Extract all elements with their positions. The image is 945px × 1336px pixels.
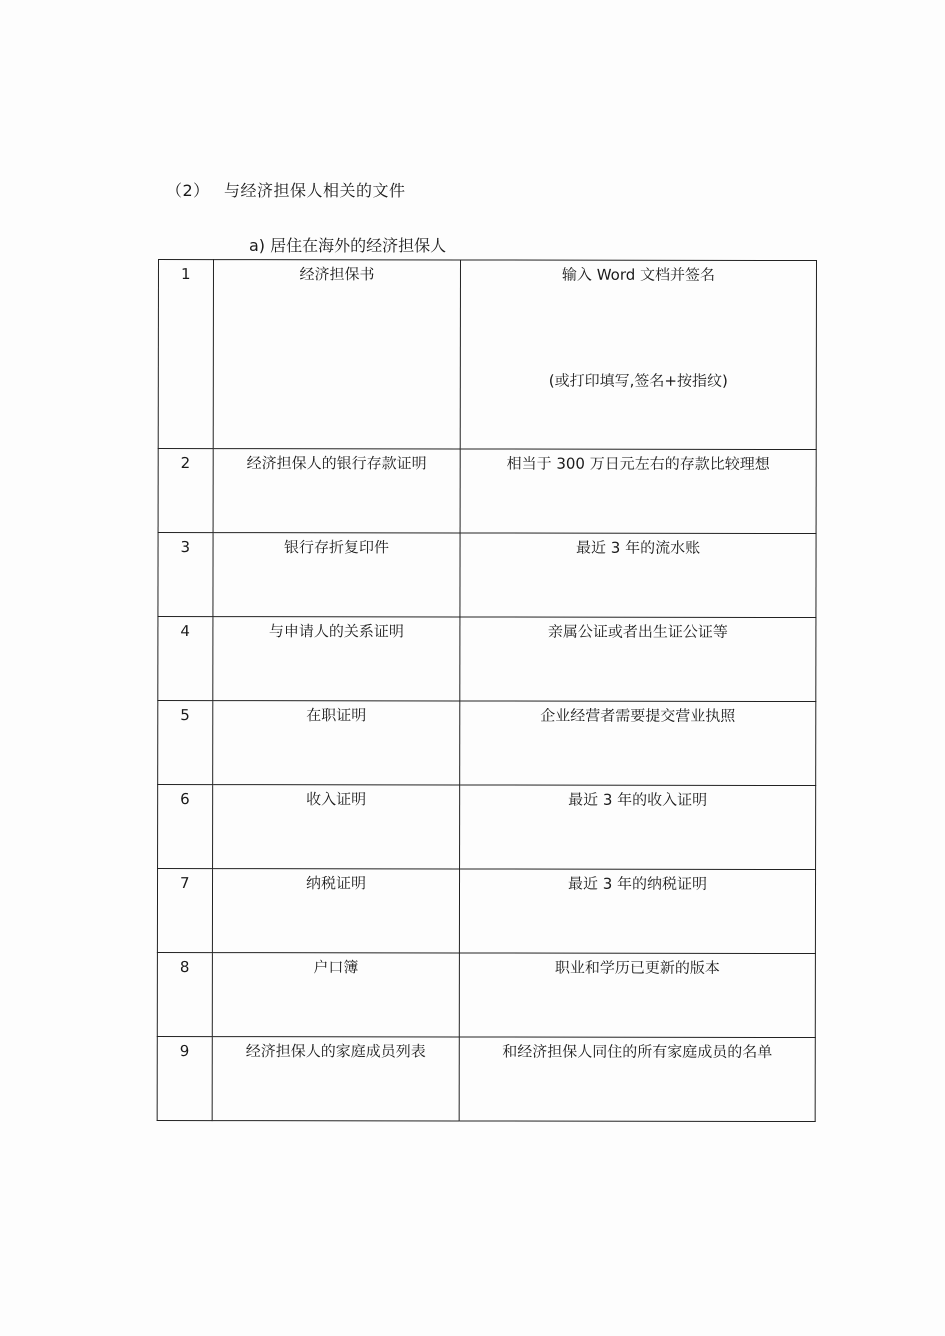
table-row bbox=[157, 952, 815, 1037]
document-note: 和经济担保人同住的所有家庭成员的名单 bbox=[459, 1037, 815, 1122]
document-note: 最近 3 年的纳税证明 bbox=[459, 869, 815, 954]
table-row bbox=[157, 1036, 815, 1121]
row-number: 3 bbox=[158, 533, 213, 617]
document-note: 最近 3 年的收入证明 bbox=[460, 785, 816, 870]
document-note bbox=[460, 260, 816, 450]
table-row bbox=[157, 869, 815, 954]
row-number: 1 bbox=[158, 260, 213, 449]
section-heading bbox=[166, 178, 406, 201]
document-note: 最近 3 年的流水账 bbox=[460, 533, 816, 618]
table-row bbox=[158, 533, 816, 618]
document-name: 经济担保人的家庭成员列表 bbox=[212, 1037, 459, 1121]
table-row bbox=[158, 260, 816, 450]
row-number: 8 bbox=[157, 952, 212, 1036]
note-primary: 输入 Word 文档并签名 bbox=[561, 265, 716, 284]
document-note: 相当于 300 万日元左右的存款比较理想 bbox=[460, 449, 816, 534]
table-row bbox=[158, 785, 816, 870]
table-row bbox=[158, 617, 816, 702]
document-name: 收入证明 bbox=[213, 785, 460, 869]
documents-table bbox=[157, 259, 817, 1122]
document-name: 户口簿 bbox=[212, 953, 459, 1037]
document-name: 经济担保人的银行存款证明 bbox=[213, 449, 460, 533]
document-name: 与申请人的关系证明 bbox=[213, 617, 460, 701]
document-note: 企业经营者需要提交营业执照 bbox=[460, 701, 816, 786]
note-secondary: (或打印填写,签名+按指纹) bbox=[548, 371, 728, 390]
table-row bbox=[158, 701, 816, 786]
subsection-heading: a) 居住在海外的经济担保人 bbox=[249, 236, 447, 255]
section-number: （2） bbox=[166, 181, 210, 200]
document-note: 职业和学历已更新的版本 bbox=[459, 953, 815, 1038]
row-number: 4 bbox=[158, 617, 213, 701]
document-name: 纳税证明 bbox=[212, 869, 459, 953]
table-row bbox=[158, 449, 816, 534]
document-note: 亲属公证或者出生证公证等 bbox=[460, 617, 816, 702]
row-number: 9 bbox=[157, 1036, 212, 1120]
row-number: 2 bbox=[158, 449, 213, 533]
section-title: 与经济担保人相关的文件 bbox=[224, 181, 406, 200]
document-name: 银行存折复印件 bbox=[213, 533, 460, 617]
row-number: 7 bbox=[157, 869, 212, 953]
document-name: 在职证明 bbox=[213, 701, 460, 785]
row-number: 6 bbox=[158, 785, 213, 869]
document-name: 经济担保书 bbox=[213, 260, 460, 449]
row-number: 5 bbox=[158, 701, 213, 785]
